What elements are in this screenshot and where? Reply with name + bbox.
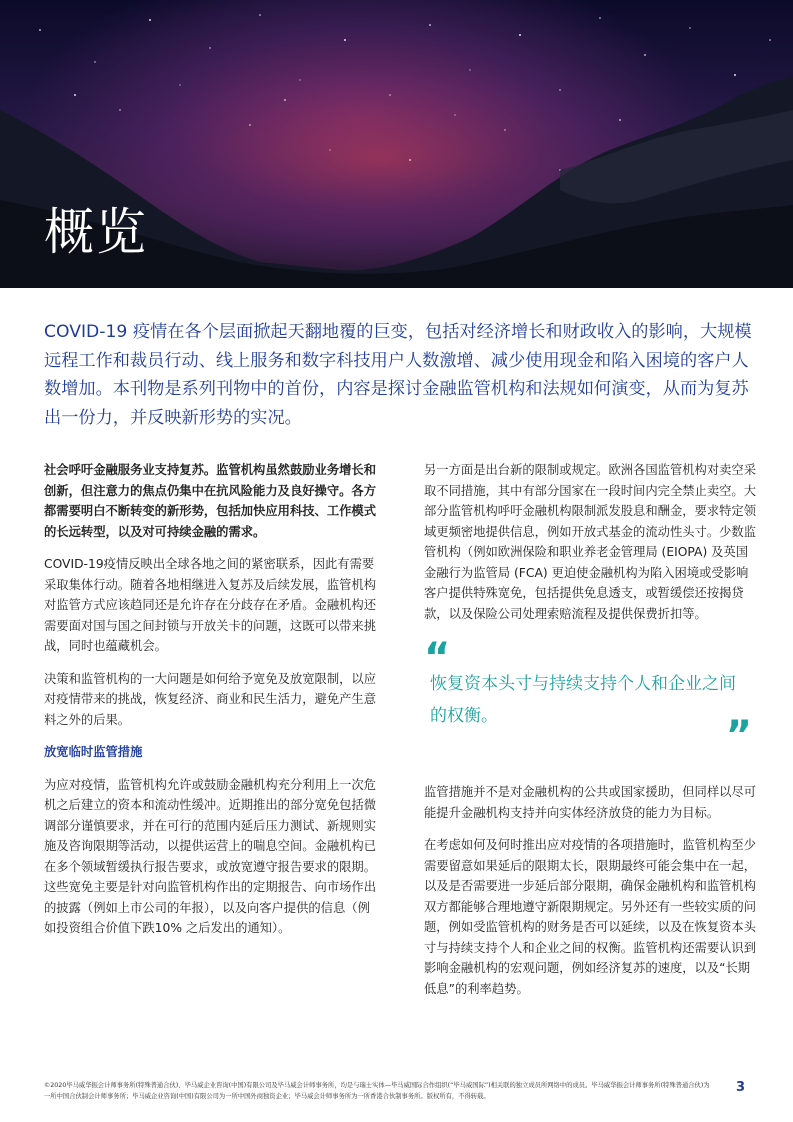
body-paragraph: 为应对疫情，监管机构允许或鼓励金融机构充分利用上一次危机之后建立的资本和流动性缓冲。近期推出的部分宽免包括微调部分谨慎要求，并在可行的范围内延后压力测试、新规则实施及咨询限期等活动，以提供运营上的喘息空间。金融机构已在多个领域暂缓执行报告要求，或放宽遵守报告要求的限期。这些宽免主要是针对向监管机构作出的定期报告、向市场作出的披露（例如上市公司的年报），以及向客户提供的信息（例如投资组合价值下跌10% 之后发出的通知）。	[44, 777, 377, 935]
body-paragraph: 另一方面是出台新的限制或规定。欧洲各国监管机构对卖空采取不同措施，其中有部分国家在一段时间内完全禁止卖空。大部分监管机构呼吁金融机构限制派发股息和酬金，要求特定领域更频密地提供信息，例如开放式基金的流动性头寸。少数监管机构（例如欧洲保险和职业养老金管理局 (EIOPA) 及英国金融行为监管局 (FCA) 更迫使金融机构为陷入困境或受影响客户提供特殊宽免，包括提供免息透支，或暂缓偿还按揭贷款，以及保险公司处理索赔流程及提供保费折扣等。	[424, 463, 757, 621]
pull-quote-text: 恢复资本头寸与持续支持个人和企业之间的权衡。	[430, 674, 736, 726]
right-column	[424, 460, 760, 1011]
body-paragraph: 监管措施并不是对金融机构的公共或国家援助，但同样以尽可能提升金融机构支持并向实体经济放贷的能力为目标。	[424, 785, 757, 820]
close-quote-icon: ”	[725, 713, 752, 759]
copyright-footer: ©2020毕马威华振会计师事务所(特殊普通合伙)、毕马威企业咨询(中国)有限公司及毕马威会计师事务所，均是与瑞士实体—毕马威国际合作组织(“毕马威国际”)相关联的独立成员所网络中的成员。毕马威华振会计师事务所(特殊普通合伙)为一所中国合伙制会计师事务所；毕马威企业咨询(中国)有限公司为一所中国外商独资企业；毕马威会计师事务所为一所香港合伙制事务所。版权所有，不得转载。	[44, 1082, 710, 1100]
page-number: 3	[735, 1080, 745, 1095]
hero-banner	[0, 0, 793, 288]
left-column	[44, 460, 380, 951]
body-paragraph: 在考虑如何及何时推出应对疫情的各项措施时，监管机构至少需要留意如果延后的限期太长，限期最终可能会集中在一起，以及是否需要进一步延后部分限期，确保金融机构和监管机构双方都能够合理地遵守新限期规定。另外还有一些较实质的问题，例如受监管机构的财务是否可以延续，以及在恢复资本头寸与持续支持个人和企业之间的权衡。监管机构还需要认识到影响金融机构的宏观问题，例如经济复苏的速度，以及“长期低息”的利率趋势。	[424, 838, 757, 996]
open-quote-icon: “	[424, 635, 451, 681]
intro-paragraph: COVID-19 疫情在各个层面掀起天翻地覆的巨变，包括对经济增长和财政收入的影响，大规模远程工作和裁员行动、线上服务和数字科技用户人数激增、减少使用现金和陷入困境的客户人数增加。本刊物是系列刊物中的首份，内容是探讨金融监管机构和法规如何演变，从而为复苏出一份力，并反映新形势的实况。	[44, 322, 752, 428]
body-paragraph: 决策和监管机构的一大问题是如何给予宽免及放宽限制，以应对疫情带来的挑战，恢复经济、商业和民生活力，避免产生意料之外的后果。	[44, 671, 377, 727]
body-paragraph: COVID-19疫情反映出全球各地之间的紧密联系，因此有需要采取集体行动。随着各地相继进入复苏及后续发展，监管机构对监管方式应该趋同还是允许存在分歧存在矛盾。金融机构还需要面对国与国之间封锁与开放关卡的问题，这既可以带来挑战，同时也蕴藏机会。	[44, 557, 377, 653]
lead-paragraph: 社会呼吁金融服务业支持复苏。监管机构虽然鼓励业务增长和创新，但注意力的焦点仍集中在抗风险能力及良好操守。各方都需要明白不断转变的新形势，包括加快应用科技、工作模式的长远转型，以及对可持续金融的需求。	[44, 463, 377, 539]
page-title: 概览	[44, 203, 148, 261]
pull-quote	[424, 635, 760, 759]
section-heading: 放宽临时监管措施	[44, 745, 143, 759]
